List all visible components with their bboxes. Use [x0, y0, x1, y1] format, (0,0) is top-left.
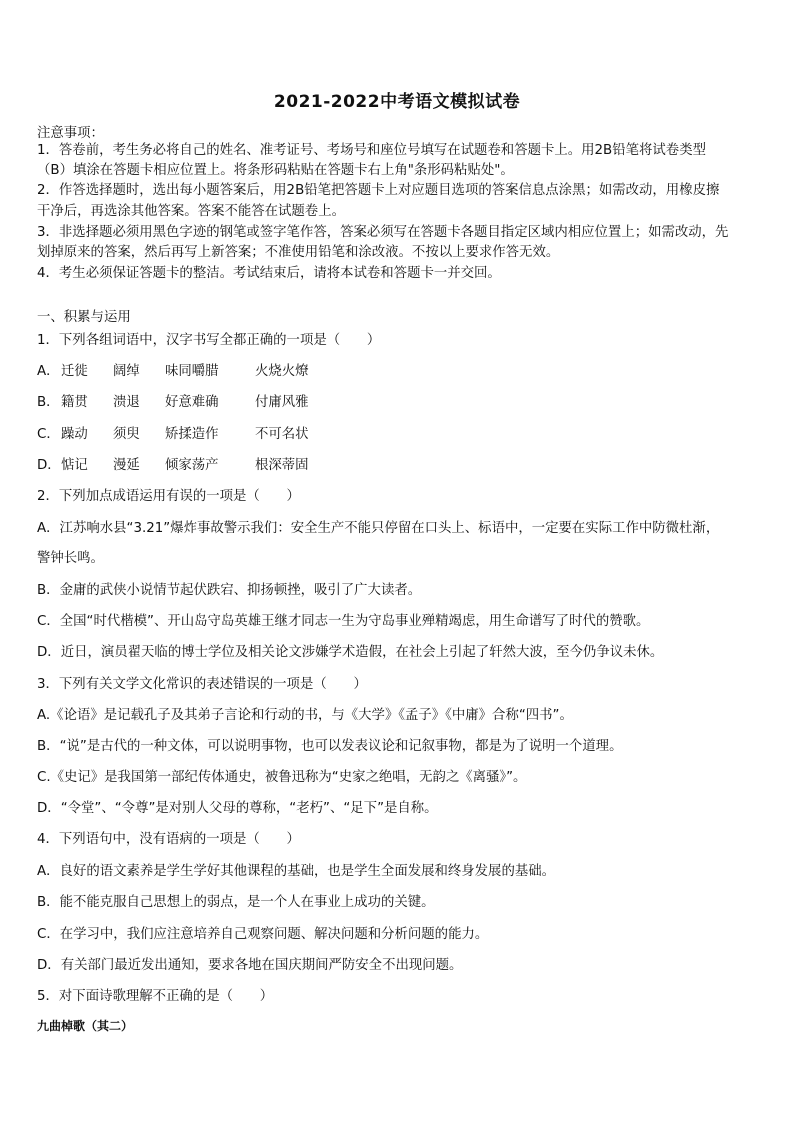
option-label: D．: [37, 458, 61, 473]
q1-option-a: [37, 362, 309, 382]
q3-option-a: A.《论语》是记载孔子及其弟子言论和行动的书，与《大学》《孟子》《中庸》合称“四书”。: [37, 708, 573, 723]
q1-option-c: [37, 425, 309, 445]
option-word: 阔绰: [113, 364, 140, 379]
option-label: B．: [37, 395, 60, 410]
q1-option-b: [37, 393, 309, 413]
option-word: 根深蒂固: [255, 458, 309, 473]
option-word: 不可名状: [255, 427, 309, 442]
poem-title: 九曲棹歌（其二）: [37, 1019, 134, 1033]
q1-option-d: [37, 456, 309, 476]
notice-item-3-line-1: 3．非选择题必须用黑色字迹的钢笔或签字笔作答，答案必须写在答题卡各题目指定区域内相应位置上；如需改动，先: [37, 225, 729, 240]
option-word: 躁动: [61, 427, 88, 442]
option-word: 须臾: [113, 427, 140, 442]
q3-option-d: D．“令堂”、“令尊”是对别人父母的尊称，“老朽”、“足下”是自称。: [37, 801, 438, 816]
q2-stem: 2．下列加点成语运用有误的一项是（ ）: [37, 489, 300, 504]
notice-heading: 注意事项：: [37, 126, 104, 141]
option-label: A．: [37, 364, 60, 379]
option-label: C．: [37, 427, 60, 442]
option-word: 味同嚼腊: [165, 364, 219, 379]
q2-option-b: B．金庸的武侠小说情节起伏跌宕、抑扬顿挫，吸引了广大读者。: [37, 583, 422, 598]
q5-stem: 5．对下面诗歌理解不正确的是（ ）: [37, 989, 274, 1004]
q4-option-a: A．良好的语文素养是学生学好其他课程的基础，也是学生全面发展和终身发展的基础。: [37, 864, 556, 879]
q4-option-d: D．有关部门最近发出通知，要求各地在国庆期间严防安全不出现问题。: [37, 958, 463, 973]
section-heading: 一、积累与运用: [37, 310, 131, 325]
option-word: 惦记: [61, 458, 88, 473]
q3-option-b: B．“说”是古代的一种文体，可以说明事物，也可以发表议论和记叙事物，都是为了说明一个道理。: [37, 739, 623, 754]
notice-item-1-line-2: （B）填涂在答题卡相应位置上。将条形码粘贴在答题卡右上角"条形码粘贴处"。: [37, 163, 514, 178]
notice-item-1-line-1: 1．答卷前，考生务必将自己的姓名、准考证号、考场号和座位号填写在试题卷和答题卡上。用2B铅笔将试卷类型: [37, 143, 706, 158]
option-word: 付庸风雅: [255, 395, 309, 410]
notice-item-2-line-1: 2．作答选择题时，选出每小题答案后，用2B铅笔把答题卡上对应题目选项的答案信息点涂黑；如需改动，用橡皮擦: [37, 183, 720, 198]
option-word: 矫揉造作: [165, 427, 219, 442]
q4-option-b: B．能不能克服自己思想上的弱点，是一个人在事业上成功的关键。: [37, 895, 435, 910]
q3-stem: 3．下列有关文学文化常识的表述错误的一项是（ ）: [37, 677, 367, 692]
page-title: 2021-2022中考语文模拟试卷: [273, 92, 521, 112]
q1-stem: 1．下列各组词语中，汉字书写全都正确的一项是（ ）: [37, 333, 381, 348]
notice-item-3-line-2: 划掉原来的答案，然后再写上新答案；不准使用铅笔和涂改液。不按以上要求作答无效。: [37, 245, 560, 260]
option-word: 籍贯: [61, 395, 88, 410]
notice-item-4: 4．考生必须保证答题卡的整洁。考试结束后，请将本试卷和答题卡一并交回。: [37, 266, 501, 281]
q4-stem: 4．下列语句中，没有语病的一项是（ ）: [37, 832, 300, 847]
option-word: 迁徙: [61, 364, 88, 379]
q2-option-c: C．全国“时代楷模”、开山岛守岛英雄王继才同志一生为守岛事业殚精竭虑，用生命谱写了时代的赞歌。: [37, 614, 650, 629]
q2-option-d: D．近日，演员翟天临的博士学位及相关论文涉嫌学术造假，在社会上引起了轩然大波，至今仍争议未休。: [37, 645, 664, 660]
q3-option-c: C.《史记》是我国第一部纪传体通史，被鲁迅称为“史家之绝唱，无韵之《离骚》”。: [37, 770, 527, 785]
q2-option-a-line-2: 警钟长鸣。: [37, 551, 104, 566]
q2-option-a-line-1: A．江苏响水县“3.21”爆炸事故警示我们：安全生产不能只停留在口头上、标语中，一定要在实际工作中防微杜渐，: [37, 521, 720, 536]
option-word: 火烧火燎: [255, 364, 309, 379]
option-word: 溃退: [113, 395, 140, 410]
q4-option-c: C．在学习中，我们应注意培养自己观察问题、解决问题和分析问题的能力。: [37, 927, 489, 942]
option-word: 倾家荡产: [165, 458, 219, 473]
option-word: 漫延: [113, 458, 140, 473]
option-word: 好意难确: [165, 395, 219, 410]
notice-item-2-line-2: 干净后，再选涂其他答案。答案不能答在试题卷上。: [37, 204, 345, 219]
